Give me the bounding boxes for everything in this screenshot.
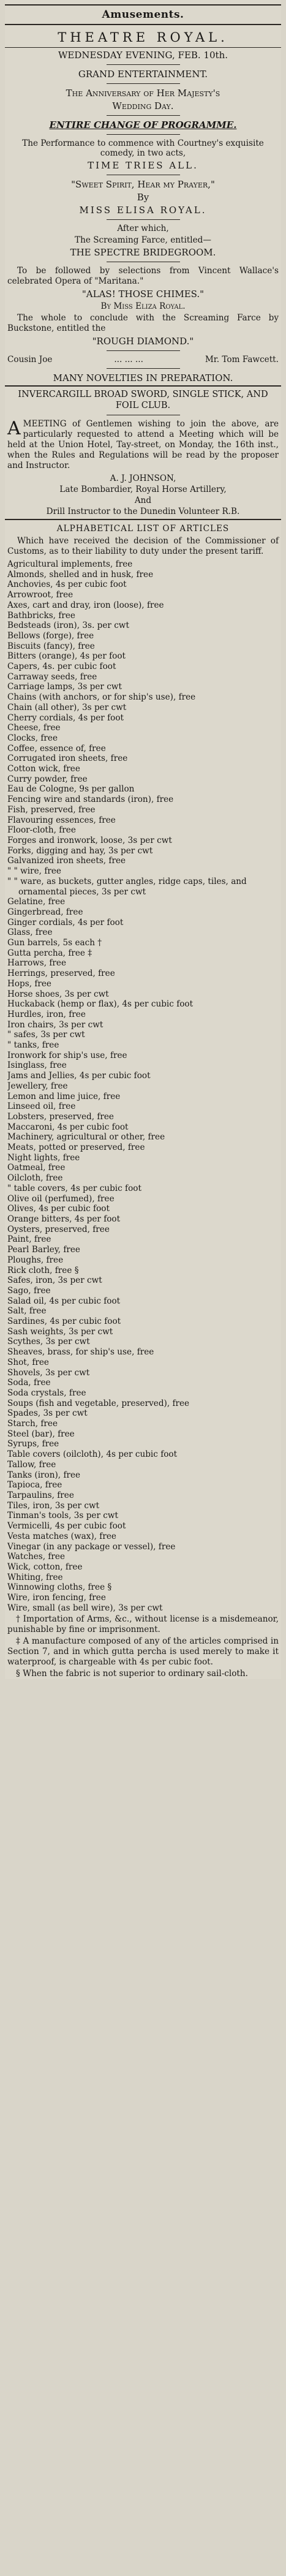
list-item: Huckaback (hemp or flax), 4s per cubic foot: [7, 999, 194, 1010]
list-item: Anchovies, 4s per cubic foot: [7, 580, 127, 590]
list-item: Steel (bar), free: [7, 1429, 75, 1439]
list-item: Soda crystals, free: [7, 1388, 86, 1398]
list-item: Almonds, shelled and in husk, free: [7, 569, 154, 580]
list-item: Tiles, iron, 3s per cwt: [7, 1500, 100, 1511]
play-spectre-bridegroom: THE SPECTRE BRIDEGROOM.: [70, 247, 216, 258]
list-item: Lemon and lime juice, free: [7, 1091, 121, 1101]
entire-change: ENTIRE CHANGE OF PROGRAMME.: [49, 119, 237, 130]
list-item: Iron chairs, 3s per cwt: [7, 1019, 103, 1030]
list-item: Herrings, preserved, free: [7, 969, 115, 979]
list-item: Cheese, free: [7, 723, 61, 733]
theatre-title-rule: [5, 47, 281, 48]
list-item: Gun barrels, 5s each †: [7, 938, 102, 948]
list-item: Fencing wire and standards (iron), free: [7, 795, 174, 805]
list-item: Gingerbread, free: [7, 907, 83, 917]
divider: [107, 368, 180, 369]
list-item: Eau de Cologne, 9s per gallon: [7, 784, 135, 795]
list-item: " " ware, as buckets, gutter angles, ridge caps, tiles, and ornamental pieces, 3s per cwt: [7, 876, 247, 897]
list-item: Biscuits (fancy), free: [7, 641, 95, 651]
list-item: Fish, preserved, free: [7, 804, 96, 815]
list-item: Horse shoes, 3s per cwt: [7, 989, 109, 999]
list-item: Chain (all other), 3s per cwt: [7, 702, 127, 712]
list-item: " tanks, free: [7, 1040, 59, 1051]
list-item: Sheaves, brass, for ship's use, free: [7, 1347, 154, 1358]
list-item: Syrups, free: [7, 1439, 59, 1449]
list-item: Cotton wick, free: [7, 764, 80, 774]
list-item: Orange bitters, 4s per foot: [7, 1214, 121, 1224]
sweet-spirit: "Sweet Spirit, Hear my Prayer,": [71, 179, 215, 190]
conclude-text: The whole to conclude with the Screaming Farce by Buckstone, entitled the: [7, 313, 279, 333]
list-item: Capers, 4s. per cubic foot: [7, 662, 116, 672]
list-item: " table covers, 4s per cubic foot: [7, 1183, 141, 1193]
top-rule: [5, 4, 281, 6]
list-item: Coffee, essence of, free: [7, 743, 106, 754]
section-header: Amusements.: [102, 9, 184, 21]
anniversary-line: Wedding Day.: [112, 100, 174, 111]
list-item: Oysters, preserved, free: [7, 1224, 110, 1234]
list-item: Hops, free: [7, 978, 51, 989]
list-item: Sash weights, 3s per cwt: [7, 1326, 113, 1337]
list-item: Isinglass, free: [7, 1060, 67, 1071]
novelties: MANY NOVELTIES IN PREPARATION.: [53, 372, 233, 383]
list-item: Night lights, free: [7, 1152, 80, 1163]
footnote-arms: † Importation of Arms, &c., without license is a misdemeanor, punishable by fine or imprisonment.: [7, 1614, 279, 1635]
list-item: Harrows, free: [7, 958, 67, 969]
list-item: Olive oil (perfumed), free: [7, 1193, 115, 1204]
list-item: Ploughs, free: [7, 1255, 64, 1265]
list-item: Bathbricks, free: [7, 610, 75, 621]
performance-intro: The Performance to commence with Courtney's exquisite comedy, in two acts,: [22, 138, 264, 158]
list-item: Shot, free: [7, 1357, 49, 1367]
list-item: " safes, 3s per cwt: [7, 1030, 85, 1040]
list-item: Rick cloth, free §: [7, 1265, 79, 1275]
list-item: Corrugated iron sheets, free: [7, 754, 128, 764]
cast-role: Cousin Joe: [7, 355, 53, 364]
list-item: Lobsters, preserved, free: [7, 1111, 114, 1122]
list-item: Watches, free: [7, 1552, 66, 1562]
list-item: Jewellery, free: [7, 1081, 68, 1091]
list-item: Machinery, agricultural or other, free: [7, 1132, 165, 1143]
list-item: Tarpaulins, free: [7, 1490, 74, 1500]
list-item: Vesta matches (wax), free: [7, 1531, 116, 1541]
club-title: INVERCARGILL BROAD SWORD, SINGLE STICK, AND FOIL CLUB.: [18, 390, 268, 410]
list-item: Chains (with anchors, or for ship's use), free: [7, 692, 196, 703]
list-item: Vermicelli, 4s per cubic foot: [7, 1521, 126, 1532]
divider: [107, 134, 180, 135]
list-item: Wire, small (as bell wire), 3s per cwt: [7, 1603, 163, 1613]
list-item: Bedsteads (iron), 3s. per cwt: [7, 621, 129, 631]
cast-line: [7, 355, 279, 364]
club-body: [7, 419, 279, 471]
divider: [107, 219, 180, 220]
club-body-text: MEETING of Gentlemen wishing to join the above, are particularly requested to attend a Meeting which will be held at the Union Hotel, Tay-street, on Monday, the 16th inst., when the Rules and Regulations will be read by the proposer and Instructor.: [7, 419, 279, 470]
club-signer: A. J. JOHNSON,: [110, 474, 176, 483]
list-item: Paint, free: [7, 1234, 51, 1245]
list-item: Carraway seeds, free: [7, 671, 97, 682]
cast-actor: Mr. Tom Fawcett.: [205, 355, 279, 364]
club-advert: [5, 389, 281, 517]
list-item: Meats, potted or preserved, free: [7, 1143, 145, 1153]
list-item: Jams and Jellies, 4s per cubic foot: [7, 1071, 151, 1081]
list-item: Soda, free: [7, 1378, 51, 1388]
articles-items: [7, 559, 279, 1613]
list-item: Oilcloth, free: [7, 1173, 63, 1184]
list-item: Tapioca, free: [7, 1480, 62, 1490]
divider: [107, 115, 180, 116]
list-item: Carriage lamps, 3s per cwt: [7, 682, 122, 692]
by-line: By: [137, 192, 149, 203]
list-item: Olives, 4s per cubic foot: [7, 1204, 110, 1214]
list-item: Maccaroni, 4s per cubic foot: [7, 1122, 129, 1132]
miss-elisa-royal: MISS ELISA ROYAL.: [79, 205, 207, 216]
articles-list-section: [5, 524, 281, 1679]
list-item: Tinman's tools, 3s per cwt: [7, 1511, 118, 1521]
list-item: Winnowing cloths, free §: [7, 1582, 112, 1593]
list-item: Glass, free: [7, 927, 53, 938]
section-rule: [5, 519, 281, 520]
list-item: Flavouring essences, free: [7, 815, 116, 825]
theatre-advert: [5, 30, 281, 383]
grand-entertainment: GRAND ENTERTAINMENT.: [78, 69, 208, 80]
list-item: " " wire, free: [7, 866, 61, 877]
anniversary-line: The Anniversary of Her Majesty's: [66, 88, 220, 99]
list-item: Table covers (oilcloth), 4s per cubic foot: [7, 1449, 178, 1460]
list-item: Whiting, free: [7, 1572, 63, 1582]
cast-dots: ... ... ...: [114, 355, 143, 364]
list-item: Salt, free: [7, 1306, 47, 1316]
list-item: Axes, cart and dray, iron (loose), free: [7, 600, 164, 610]
club-signer-title: Late Bombardier, Royal Horse Artillery,: [59, 485, 227, 494]
header-rule: [5, 24, 281, 25]
list-item: Ironwork for ship's use, free: [7, 1050, 127, 1060]
newspaper-page: [5, 0, 281, 1679]
list-item: Cherry cordials, 4s per foot: [7, 712, 124, 723]
play-time-tries-all: TIME TRIES ALL.: [88, 160, 198, 171]
after-which: After which,: [117, 224, 169, 233]
footnote-sail-cloth: § When the fabric is not superior to ordinary sail-cloth.: [16, 1669, 248, 1679]
list-item: Curry powder, free: [7, 774, 88, 784]
list-item: Ginger cordials, 4s per foot: [7, 917, 124, 927]
list-item: Sardines, 4s per cubic foot: [7, 1316, 121, 1327]
list-item: Safes, iron, 3s per cwt: [7, 1275, 102, 1286]
list-item: Vinegar (in any package or vessel), free: [7, 1541, 176, 1552]
divider: [107, 83, 180, 84]
club-signer-title2: Drill Instructor to the Dunedin Volunteer R.B.: [46, 507, 240, 516]
theatre-date: WEDNESDAY EVENING, FEB. 10th.: [58, 50, 228, 61]
list-item: Forges and ironwork, loose, 3s per cwt: [7, 835, 172, 845]
list-item: Salad oil, 4s per cubic foot: [7, 1296, 121, 1306]
list-item: Sago, free: [7, 1285, 51, 1296]
play-rough-diamond: "ROUGH DIAMOND.": [92, 336, 194, 347]
footnote-gutta-percha: ‡ A manufacture composed of any of the articles comprised in Section 7, and in which gutta percha is used merely to make it waterproof, is chargeable with 4s per cubic foot.: [7, 1636, 279, 1668]
list-item: Shovels, 3s per cwt: [7, 1367, 90, 1378]
list-item: Wire, iron fencing, free: [7, 1593, 106, 1603]
club-signer-and: And: [134, 496, 152, 505]
selections-text: To be followed by selections from Vincent Wallace's celebrated Opera of "Maritana.": [7, 266, 279, 286]
list-item: Gutta percha, free ‡: [7, 948, 92, 958]
list-item: Bitters (orange), 4s per foot: [7, 651, 126, 662]
list-item: Pearl Barley, free: [7, 1245, 80, 1255]
screaming-farce: The Screaming Farce, entitled—: [75, 235, 211, 245]
list-item: Forks, digging and hay, 3s per cwt: [7, 845, 153, 856]
list-item: Oatmeal, free: [7, 1163, 66, 1173]
list-item: Tanks (iron), free: [7, 1470, 81, 1480]
divider: [107, 64, 180, 65]
theatre-title: THEATRE ROYAL.: [58, 30, 228, 45]
divider: [107, 350, 180, 351]
list-item: Gelatine, free: [7, 897, 66, 907]
list-item: Starch, free: [7, 1419, 58, 1429]
list-item: Clocks, free: [7, 733, 58, 743]
list-item: Hurdles, iron, free: [7, 1009, 86, 1019]
list-item: Arrowroot, free: [7, 590, 73, 600]
list-item: Linseed oil, free: [7, 1101, 76, 1112]
list-item: Soups (fish and vegetable, preserved), free: [7, 1398, 190, 1408]
list-item: Galvanized iron sheets, free: [7, 856, 126, 866]
list-item: Scythes, 3s per cwt: [7, 1337, 90, 1347]
list-item: Agricultural implements, free: [7, 559, 133, 569]
articles-title: ALPHABETICAL LIST OF ARTICLES: [56, 524, 230, 534]
list-item: Spades, 3s per cwt: [7, 1408, 88, 1419]
list-item: Floor-cloth, free: [7, 825, 76, 836]
list-item: Bellows (forge), free: [7, 630, 94, 641]
section-rule: [5, 385, 281, 387]
list-item: Tallow, free: [7, 1459, 56, 1470]
list-item: Wick, cotton, free: [7, 1562, 83, 1572]
articles-intro: Which have received the decision of the Commissioner of Customs, as to their liability to duty under the present tariff.: [7, 536, 279, 556]
alas-those-chimes: "ALAS! THOSE CHIMES.": [81, 289, 205, 300]
dropcap: A: [7, 418, 21, 439]
by-miss-eliza-royal: By Miss Eliza Royal.: [100, 301, 186, 311]
